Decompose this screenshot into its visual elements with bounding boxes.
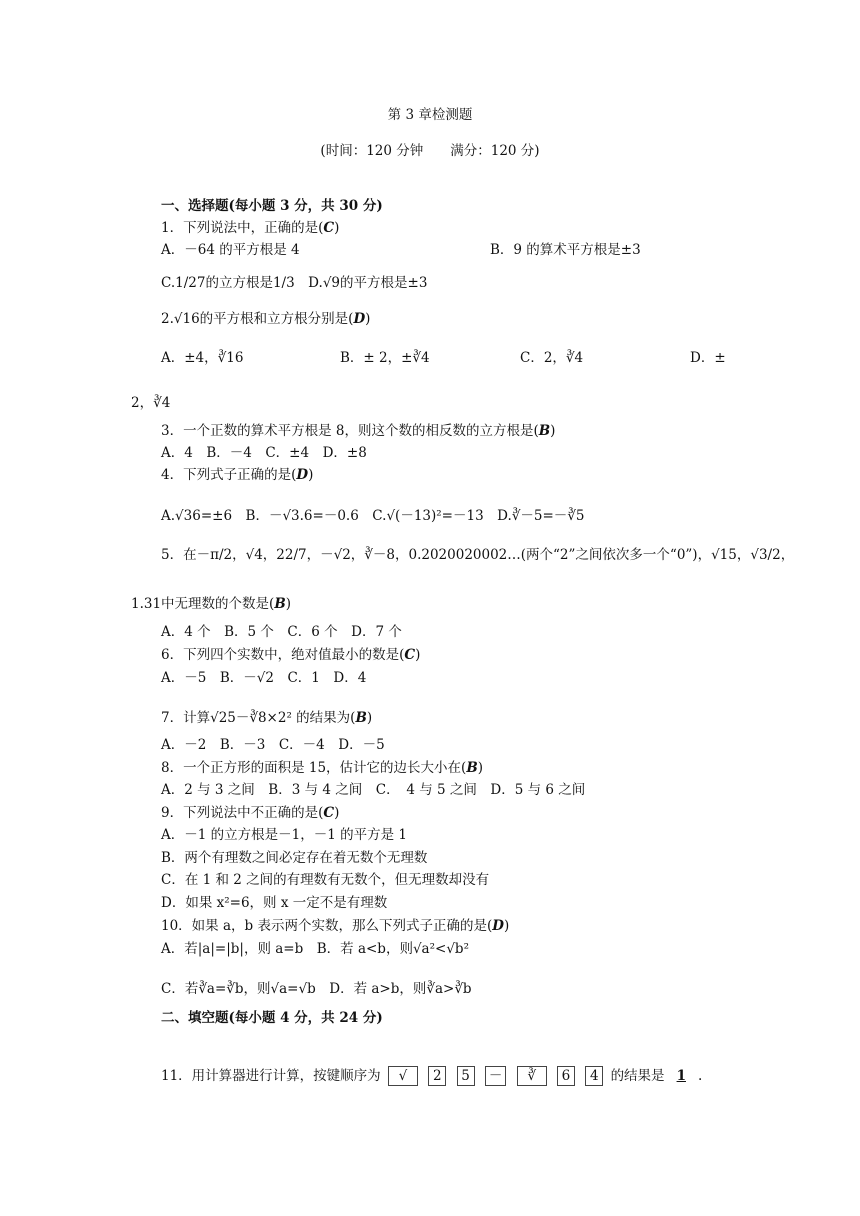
q9-option-d: D．如果 x²=6，则 x 一定不是有理数 [161,895,388,911]
q2-option-a: A．±4，∛16 [161,350,244,366]
q8-options: A．2 与 3 之间 B．3 与 4 之间 C． 4 与 5 之间 D．5 与 6 之间 [161,782,586,798]
q2-option-c: C．2，∛4 [520,350,584,366]
q6-options: A．－5 B．－√2 C．1 D．4 [161,670,367,686]
calc-key-2: 2 [428,1066,446,1086]
q2-option-d-cont: 2，∛4 [131,395,171,411]
question-8: 8．一个正方形的面积是 15，估计它的边长大小在(B) [161,760,484,776]
section-heading-choice: 一、选择题(每小题 3 分，共 30 分) [161,198,383,214]
q5-options: A．4 个 B．5 个 C．6 个 D．7 个 [161,624,402,640]
page-title: 第 3 章检测题 [387,107,473,123]
q1-answer: C [323,220,335,236]
q3-options: A．4 B．－4 C．±4 D．±8 [161,445,367,461]
question-5-line1: 5．在－π/2，√4，22/7，－√2，∛－8，0.2020020002…(两个“2”之间依次多一个“0”)，√15，√3/2， [161,547,795,563]
calc-key-cbrt: ∛ [517,1066,547,1086]
question-10: 10．如果 a，b 表示两个实数，那么下列式子正确的是(D) [161,918,510,934]
q1-stem: 1．下列说法中，正确的是( [161,220,324,236]
q6-answer: C [404,647,416,663]
page-subtitle: (时间：120 分钟 满分：120 分) [320,143,540,159]
question-7: 7．计算√25－∛8×2² 的结果为(B) [161,710,373,726]
q9-answer: C [323,805,335,821]
question-4: 4．下列式子正确的是(D) [161,467,314,483]
q11-answer: 1 [676,1068,686,1084]
q10-answer: D [492,918,504,934]
calc-key-4: 4 [585,1066,603,1086]
q5-answer: B [274,596,286,612]
question-5-line2: 1.31中无理数的个数是(B) [131,596,292,612]
q1-option-a: A．－64 的平方根是 4 [161,242,300,258]
q9-option-a: A．－1 的立方根是－1，－1 的平方是 1 [161,827,407,843]
question-11: 11．用计算器进行计算，按键顺序为 √ 2 5 － ∛ 6 4 的结果是 1 . [161,1068,703,1084]
question-3: 3．一个正数的算术平方根是 8，则这个数的相反数的立方根是(B) [161,423,556,439]
q2-answer: D [353,311,366,327]
section-heading-fill: 二、填空题(每小题 4 分，共 24 分) [161,1010,383,1026]
calc-key-5: 5 [457,1066,475,1086]
q7-options: A．－2 B．－3 C．－4 D．－5 [161,737,385,753]
question-9: 9．下列说法中不正确的是(C) [161,805,340,821]
calc-key-sqrt: √ [388,1066,418,1086]
q2-option-d: D．± [690,350,726,366]
question-1: 1．下列说法中，正确的是(C) [161,220,340,236]
q8-answer: B [466,760,478,776]
q10-option-cd: C．若∛a=∛b，则√a=√b D．若 a>b，则∛a>∛b [161,981,472,997]
q3-answer: B [538,423,551,439]
question-6: 6．下列四个实数中，绝对值最小的数是(C) [161,647,421,663]
question-2: 2.√16的平方根和立方根分别是(D) [161,311,371,327]
calc-key-minus: － [485,1066,507,1086]
q4-options: A.√36=±6 B．－√3.6=－0.6 C.√(－13)²=－13 D.∛－5=－∛5 [161,508,585,524]
calc-key-6: 6 [557,1066,575,1086]
q2-option-b: B．± 2，±∛4 [340,350,430,366]
q10-option-ab: A．若|a|=|b|，则 a=b B．若 a<b，则√a²<√b² [161,941,469,957]
q9-option-b: B．两个有理数之间必定存在着无数个无理数 [161,850,428,866]
q4-answer: D [296,467,309,483]
q1-option-b: B．9 的算术平方根是±3 [490,242,641,258]
q7-answer: B [355,710,367,726]
q9-option-c: C．在 1 和 2 之间的有理数有无数个，但无理数却没有 [161,872,490,888]
q1-option-cd: C.1/27的立方根是1/3 D.√9的平方根是±3 [161,275,428,291]
